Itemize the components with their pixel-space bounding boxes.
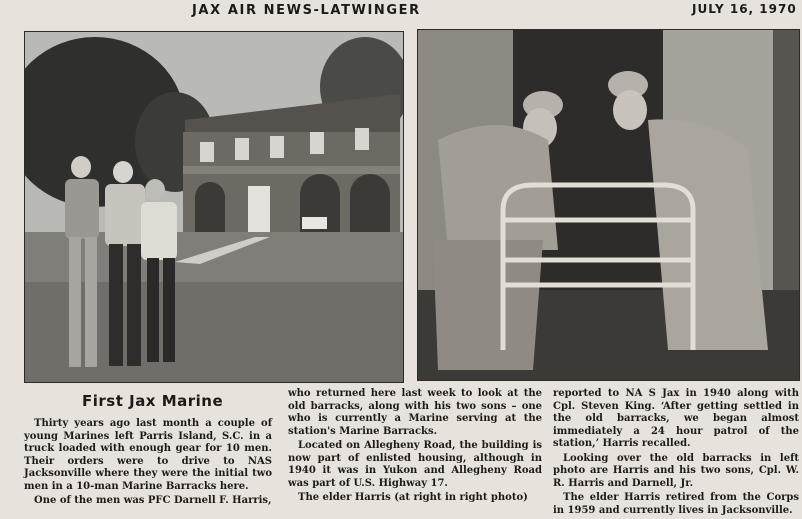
paragraph: reported to NA S Jax in 1940 along with Cpl. Steven King. ‘After getting settled in the old barracks, we began almost immediately a 24 hour patrol of the station,’ Harris recalled. — [553, 388, 799, 449]
paragraph: The elder Harris (at right in right photo) — [298, 492, 528, 503]
paragraph: One of the men was PFC Darnell F. Harris, — [34, 495, 272, 506]
article-column-3 — [553, 388, 799, 519]
paragraph: who returned here last week to look at the old barracks, along with his two sons – one who is currently a Marine serving at the station's Marine Barracks. — [288, 388, 542, 437]
barracks-photo — [24, 31, 404, 383]
bed-frame-photo — [417, 29, 800, 381]
article-headline: First Jax Marine — [82, 392, 224, 410]
paragraph: Thirty years ago last month a couple of young Marines left Parris Island, S.C. in a truck loaded with enough gear for 10 men. Their orders were to drive to NAS Jacksonville where they were the initial two men in a 10-man Marine Barracks here. — [24, 418, 272, 492]
article-column-2 — [288, 388, 542, 507]
publication-date: JULY 16, 1970 — [692, 2, 797, 16]
paragraph: The elder Harris retired from the Corps in 1959 and currently lives in Jacksonville. — [553, 492, 799, 516]
article-column-1 — [24, 418, 272, 510]
paragraph: Looking over the old barracks in left photo are Harris and his two sons, Cpl. W. R. Harris and Darnell, Jr. — [553, 452, 799, 489]
masthead — [0, 0, 802, 24]
paragraph: Located on Allegheny Road, the building is now part of enlisted housing, although in 1940 it was in Yukon and Allegheny Road was part of U.S. Highway 17. — [288, 440, 542, 489]
publication-title: JAX AIR NEWS-LATWINGER — [192, 3, 421, 18]
